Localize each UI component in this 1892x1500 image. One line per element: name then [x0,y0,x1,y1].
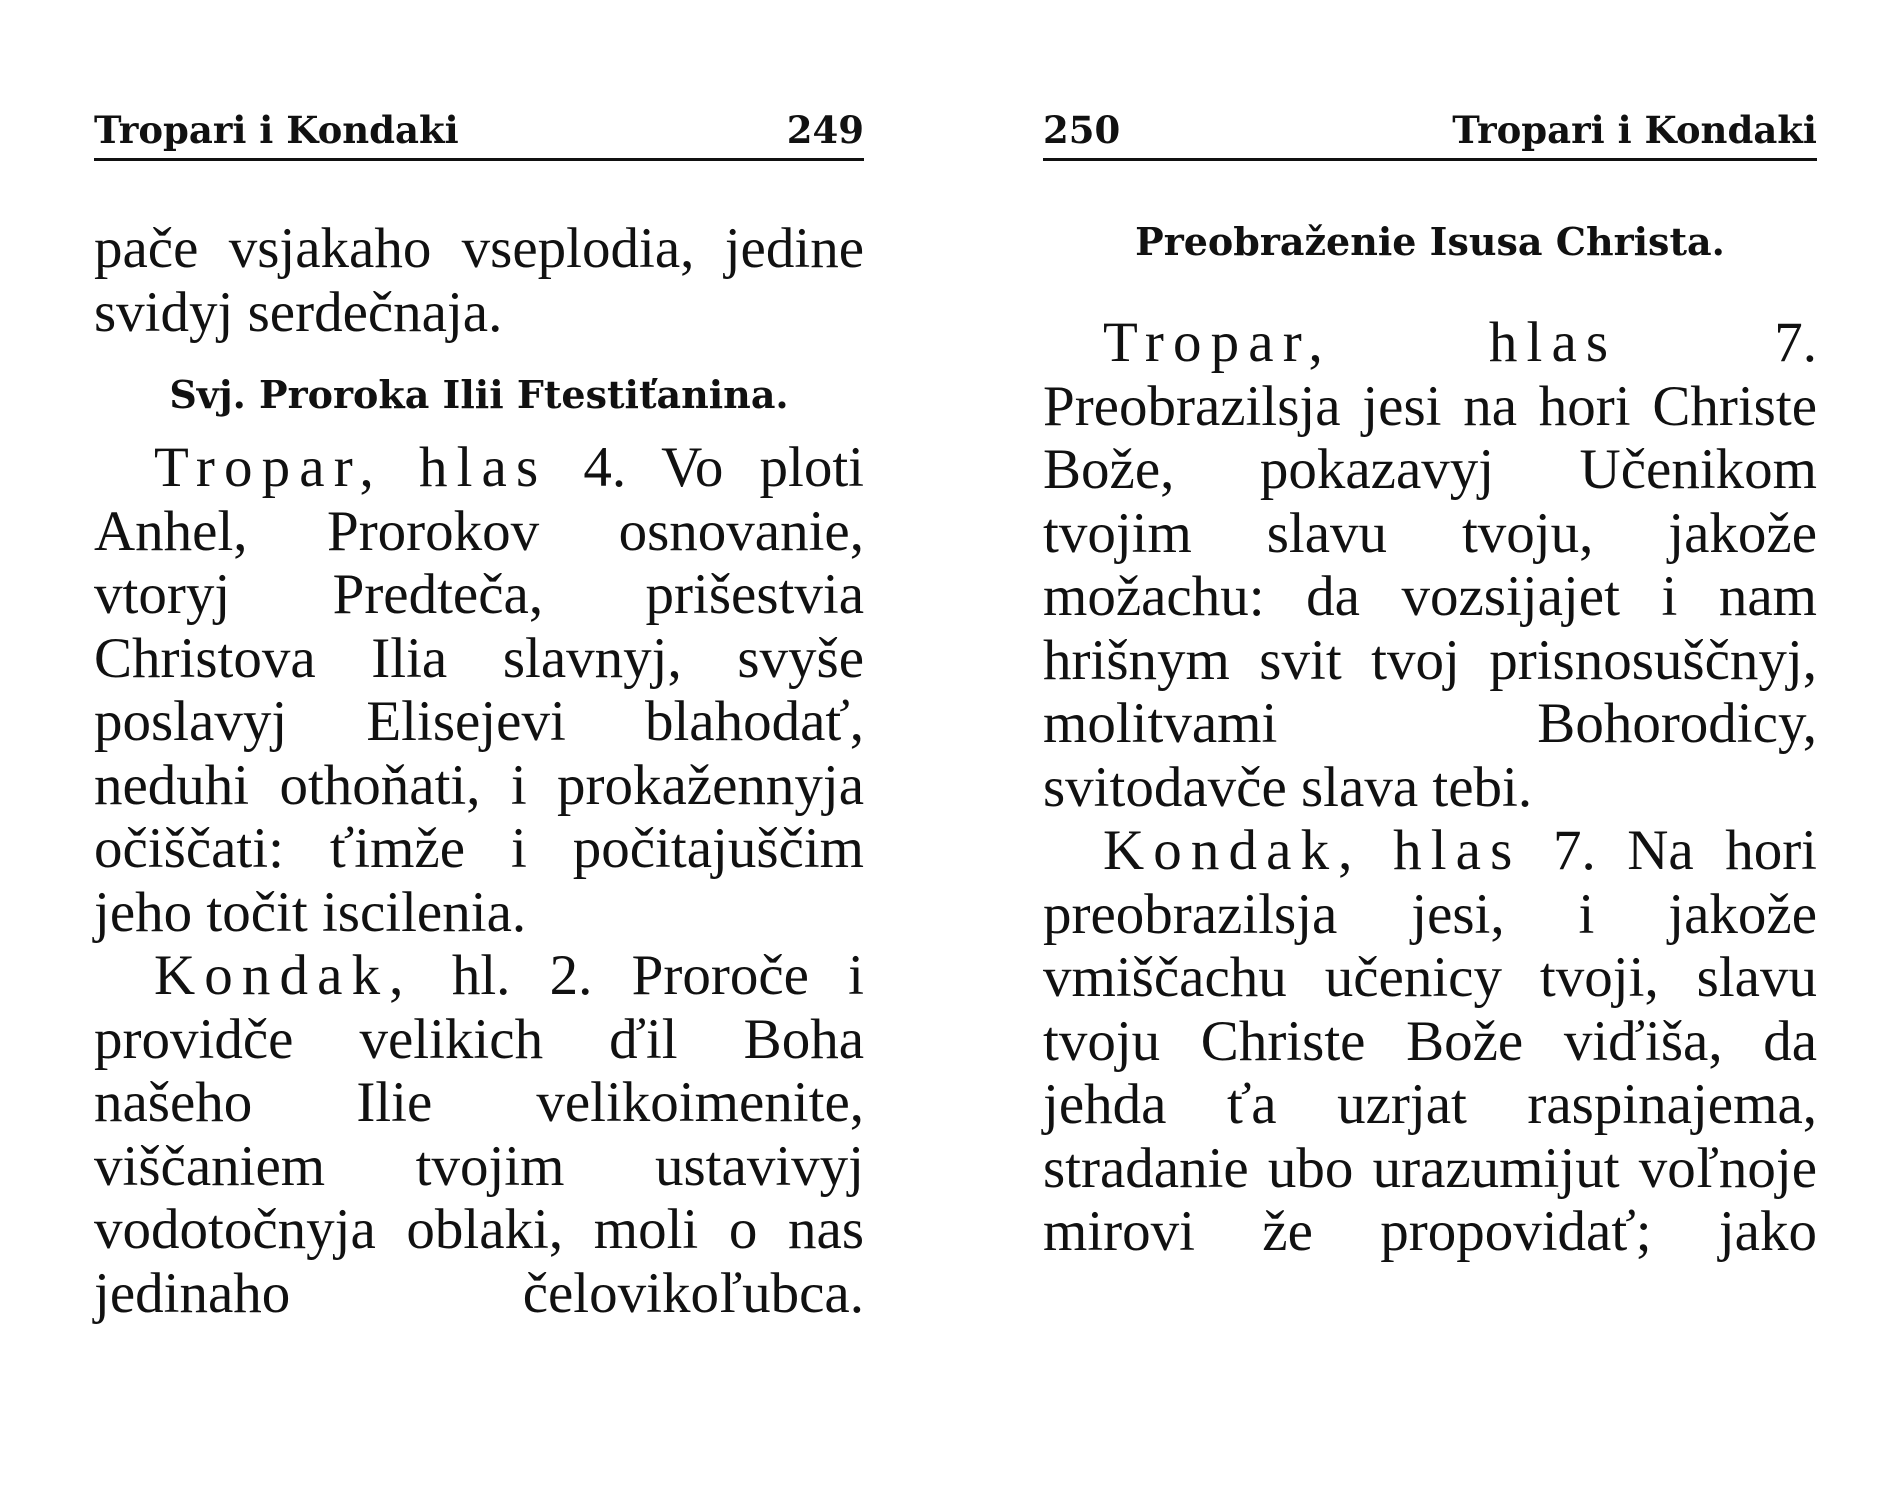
left-running-head [94,108,864,161]
right-tropar-paragraph [1043,311,1817,819]
left-header-title: Tropari i Kondaki [94,108,459,152]
left-kondak-tone-label: hl. [451,944,511,1007]
left-section-heading: Svj. Proroka Ilii Ftestiťanina. [169,372,789,417]
left-kondak-label: Kondak, [154,944,413,1007]
right-page [1043,108,1817,1264]
right-tropar-tone-label: hlas [1488,311,1618,374]
left-body [94,217,864,1325]
left-kondak-paragraph [94,944,864,1325]
left-page [94,108,864,1325]
left-intro-paragraph [94,217,864,344]
right-tropar-tone: 7. [1774,311,1818,374]
right-tropar-text: Preobrazilsja jesi na hori Christe Bože, pokazavyj Učenikom tvojim slavu tvoju, jakože možachu: da vozsijajet i nam hrišnym svit tvoj prisnosuščnyj, molitvami Bohorodicy, svitodavče slava tebi. [1043,374,1817,819]
left-kondak-text: Proroče i providče velikich ďil Boha našeho Ilie velikoimenite, viščaniem tvojim ustavivyj vodotočnyja oblaki, moli o nas jedinaho čelovikoľubca. [94,944,865,1325]
left-tropar-paragraph [94,436,864,944]
left-tropar-tone-label: hlas [418,436,548,499]
right-header-title: Tropari i Kondaki [1452,108,1817,152]
right-section-heading: Preobraženie Isusa Christa. [1135,219,1725,264]
left-tropar-label: Tropar, [154,436,383,499]
left-intro-text: pače vsjakaho vseplodia, jedine svidyj serdečnaja. [94,217,864,344]
right-running-head [1043,108,1817,161]
right-kondak-paragraph [1043,819,1817,1264]
right-kondak-text: Na hori preobrazilsja jesi, i jakože vmiščachu učenicy tvoji, slavu tvoju Christe Bože viďiša, da jehda ťa uzrjat raspinajema, stradanie ubo urazumijut voľnoje mirovi že propovidať; jako [1043,819,1818,1263]
right-page-number: 250 [1043,108,1121,152]
left-tropar-text: Vo ploti Anhel, Prorokov osnovanie, vtoryj Predteča, prišestvia Christova Ilia slavnyj, svyše poslavyj Elisejevi blahodať, neduhi othoňati, i prokažennyja očiščati: ťimže i počitajuščim jeho točit iscilenia. [94,436,864,944]
right-kondak-tone: 7. [1552,819,1596,882]
left-tropar-tone: 4. [583,436,627,499]
left-page-number: 249 [786,108,864,152]
right-kondak-label: Kondak, [1103,819,1362,882]
right-body [1043,217,1817,1264]
left-kondak-tone: 2. [549,944,593,1007]
right-tropar-label: Tropar, [1103,311,1332,374]
right-kondak-tone-label: hlas [1393,819,1522,882]
